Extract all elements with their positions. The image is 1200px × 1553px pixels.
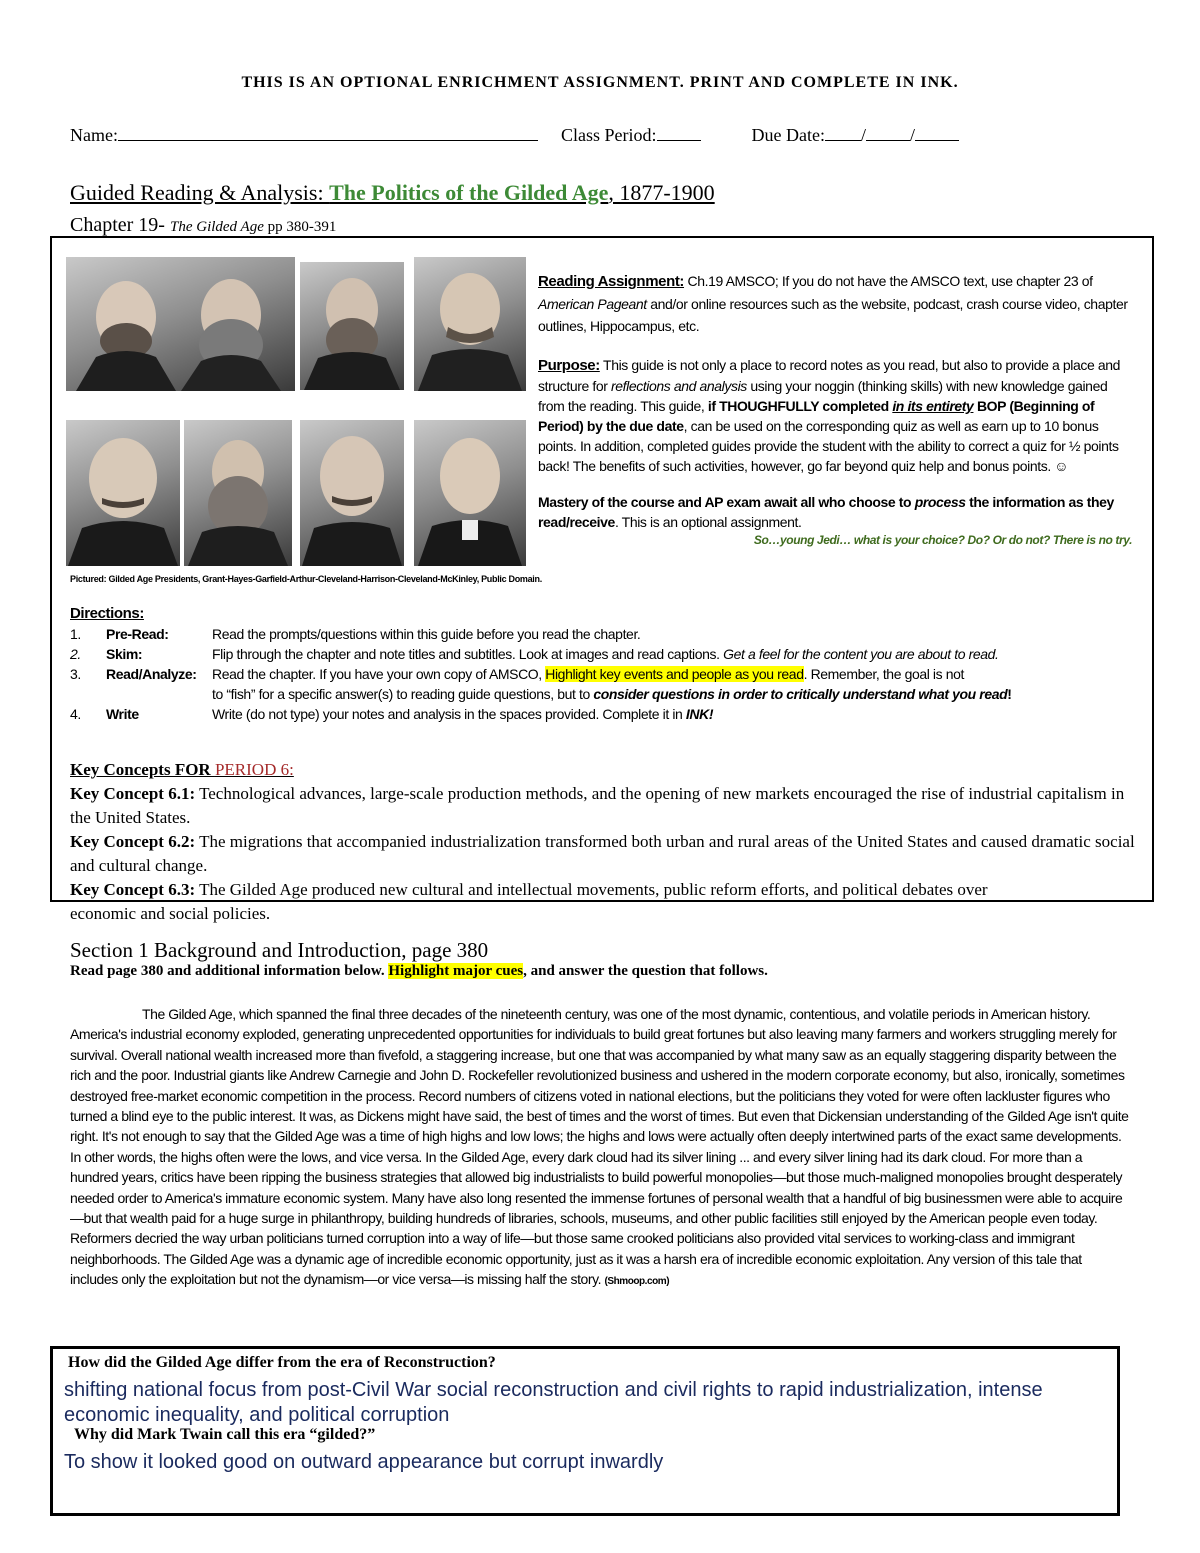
- mastery-paragraph: Mastery of the course and AP exam await all who choose to process the information as they read/receive. This is an optional assignment.: [538, 494, 1114, 530]
- portraits-caption: Pictured: Gilded Age Presidents, Grant-Hayes-Garfield-Arthur-Cleveland-Harrison-Cleveland-McKinley, Public Domain.: [70, 574, 542, 584]
- due-year-blank[interactable]: [915, 122, 959, 141]
- reading-assignment: Reading Assignment: Ch.19 AMSCO; If you do not have the AMSCO text, use chapter 23 of American Pageant and/or online resources such as the website, podcast, crash course video, chapter outlines, Hippocampus, etc.: [538, 273, 1128, 334]
- key-concepts-title: Key Concepts FOR PERIOD 6:: [70, 760, 294, 779]
- assignment-info: [538, 268, 1132, 550]
- question-reconstruction: How did the Gilded Age differ from the era of Reconstruction?: [68, 1354, 496, 1371]
- direction-item: 2. Skim: Flip through the chapter and note titles and subtitles. Look at images and read captions. Get a feel for the content you are about to read.: [70, 646, 999, 662]
- answer-reconstruction[interactable]: shifting national focus from post-Civil War social reconstruction and civil rights to rapid industrialization, intense economic inequality, and political corruption: [64, 1379, 1043, 1426]
- portrait-cleveland-second: [300, 420, 404, 566]
- direction-item: 1. Pre-Read: Read the prompts/questions within this guide before you read the chapter.: [70, 626, 641, 642]
- source-citation: (Shmoop.com): [604, 1276, 670, 1288]
- guide-title: Guided Reading & Analysis: The Politics of the Gilded Age, 1877-1900: [70, 180, 715, 205]
- question-twain-gilded: Why did Mark Twain call this era “gilded?”: [74, 1426, 376, 1443]
- key-concept-item: Key Concept 6.3: The Gilded Age produced new cultural and intellectual movements, public reform efforts, and political debates over economic and social policies.: [70, 880, 988, 923]
- key-concept-item: Key Concept 6.2: The migrations that accompanied industrialization transformed both urban and rural areas of the United States and caused dramatic social and cultural change.: [70, 832, 1135, 875]
- portrait-harrison: [184, 420, 292, 566]
- background-paragraph: The Gilded Age, which spanned the final three decades of the nineteenth century, was one of the most dynamic, contentious, and volatile periods in American history. America's industrial economy exploded, generating unprecedented opportunities for individuals to build great fortunes but also leaving many farmers and workers struggling merely for survival. Overall national wealth increased more than fivefold, a staggering increase, but one that was accompanied by what many saw as an equally staggering disparity between the rich and the poor. Industrial giants like Andrew Carnegie and John D. Rockefeller revolutionized business and ushered in the modern corporate economy, but also, ironically, sometimes destroyed free-market economic competition in the process. Record numbers of citizens voted in national elections, but the politicians they voted for were often lackluster figures who turned a blind eye to the public interest. It was, as Dickens might have said, the best of times and the worst of times. But even that Dickensian understanding of the Gilded Age isn't quite right. It's not enough to say that the Gilded Age was a time of high highs and low lows; the highs and lows were actually often deeply intertwined parts of the exact same developments. In other words, the highs often were the lows, and vice versa. In the Gilded Age, every dark cloud had its silver lining ... and every silver lining had its dark cloud. For more than a hundred years, critics have been ripping the business strategies that allowed big industrialists to build powerful monopolies—but those much-maligned monopolies brought desperately needed order to America's immature economic system. Many have also long resented the immense fortunes of personal wealth that a handful of big businessmen were able to acquire—but that wealth paid for a huge surge in philanthropy, building hundreds of libraries, schools, museums, and other public facilities still enjoyed by the American people even today. Reformers decried the way urban politicians turned corruption into a way of life—but those same crooked politicians also provided vital services to working-class and immigrant neighborhoods. The Gilded Age was a dynamic age of incredible economic opportunity, just as it was a harsh era of incredible economic exploitation. Any version of this tale that includes only the exploitation but not the dynamism—or vice versa—is missing half the story. (Shmoop.com): [70, 1006, 1129, 1288]
- portrait-arthur: [414, 257, 526, 391]
- key-concepts: [70, 758, 1140, 926]
- direction-item: 4. Write Write (do not type) your notes and analysis in the spaces provided. Complete it in INK!: [70, 706, 714, 722]
- due-day-blank[interactable]: [866, 122, 910, 141]
- chapter-heading: Chapter 19- The Gilded Age pp 380-391: [70, 214, 337, 236]
- answer-twain-gilded[interactable]: To show it looked good on outward appearance but corrupt inwardly: [64, 1451, 664, 1473]
- direction-item: 3. Read/Analyze: Read the chapter. If you have your own copy of AMSCO, Highlight key events and people as you read. Remember, the goal is not: [70, 666, 964, 682]
- portrait-cleveland: [66, 420, 180, 566]
- jedi-quote: So…young Jedi… what is your choice? Do? Or do not? There is no try.: [753, 533, 1132, 547]
- name-blank[interactable]: [118, 122, 538, 141]
- directions: [70, 604, 1140, 724]
- portrait-garfield: [300, 262, 404, 390]
- portrait-grant-hayes: [66, 257, 295, 391]
- highlight: Highlight key events and people as you read: [545, 666, 804, 682]
- student-info-line: Name: Class Period: Due Date: / /: [70, 122, 959, 146]
- section-instructions: Read page 380 and additional information below. Highlight major cues, and answer the question that follows.: [70, 963, 768, 979]
- name-label: Name:: [70, 125, 118, 145]
- class-period-label: Class Period:: [560, 125, 657, 145]
- portrait-mckinley: [414, 420, 526, 566]
- assignment-notice: THIS IS AN OPTIONAL ENRICHMENT ASSIGNMENT. PRINT AND COMPLETE IN INK.: [241, 74, 959, 91]
- class-period-blank[interactable]: [657, 122, 701, 141]
- due-month-blank[interactable]: [825, 122, 861, 141]
- due-date-label: Due Date:: [751, 125, 825, 145]
- key-concept-item: Key Concept 6.1: Technological advances, large-scale production methods, and the opening of new markets encouraged the rise of industrial capitalism in the United States.: [70, 784, 1125, 827]
- section-title: Section 1 Background and Introduction, page 380: [70, 938, 489, 962]
- direction-item-continued: to “fish” for a specific answer(s) to reading guide questions, but to consider questions in order to critically understand what you read!: [212, 686, 1012, 702]
- directions-title: Directions:: [70, 605, 144, 622]
- purpose-paragraph: Purpose: This guide is not only a place to record notes as you read, but also to provide a place and structure for reflections and analysis using your noggin (thinking skills) with new knowledge gained from the reading. This guide, if THOUGHFULLY completed in its entirety BOP (Beginning of Period) by the due date, can be used on the corresponding quiz as well as earn up to 10 bonus points. In addition, completed guides provide the student with the ability to correct a quiz for ½ points back! The benefits of such activities, however, go far beyond quiz help and bonus points. ☺: [538, 357, 1120, 474]
- highlight: Highlight major cues: [388, 963, 524, 979]
